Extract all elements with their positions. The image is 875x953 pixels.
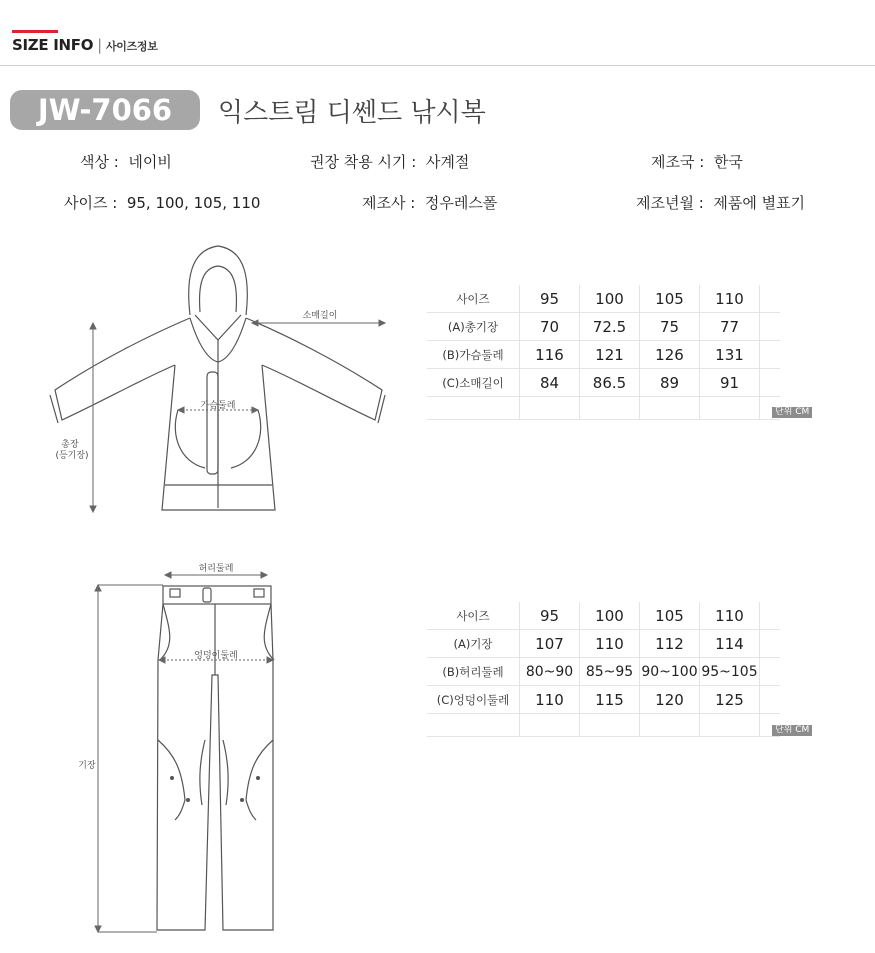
info-color-value: 네이비	[128, 153, 172, 171]
table-cell	[427, 714, 520, 737]
info-sizes-value: 95, 100, 105, 110	[126, 194, 261, 212]
table-cell: 86.5	[580, 369, 640, 397]
table-cell	[580, 714, 640, 737]
table-cell: 131	[700, 341, 760, 369]
table-cell: (C)엉덩이둘레	[427, 686, 520, 714]
model-badge: JW-7066	[10, 90, 200, 130]
jacket-diagram	[40, 240, 400, 525]
table-cell: 72.5	[580, 313, 640, 341]
table-row	[427, 397, 780, 420]
jacket-left-sleeve	[55, 318, 190, 420]
table-header-row	[427, 285, 780, 313]
pants-diagram	[70, 560, 300, 945]
table-cell: 121	[580, 341, 640, 369]
table-cell: 84	[520, 369, 580, 397]
table-cell	[700, 714, 760, 737]
pants-unit-badge: 단위 CM	[772, 725, 812, 736]
table-cell: 120	[640, 686, 700, 714]
info-country	[651, 151, 743, 172]
jacket-unit-badge: 단위 CM	[772, 407, 812, 418]
table-cell	[760, 369, 781, 397]
table-cell: 100	[580, 285, 640, 313]
info-season-value: 사계절	[425, 153, 470, 171]
table-cell: 116	[520, 341, 580, 369]
info-maker-label: 제조사 :	[362, 194, 416, 212]
table-cell: 105	[640, 602, 700, 630]
table-cell: 95	[520, 602, 580, 630]
pants-size-table	[427, 602, 780, 737]
pants-hip-label: 엉덩이둘레	[194, 651, 238, 661]
table-cell: 110	[520, 686, 580, 714]
table-cell	[520, 714, 580, 737]
pants-length-label: 기장	[78, 761, 96, 771]
info-date	[636, 192, 805, 213]
info-date-label: 제조년월 :	[636, 194, 704, 212]
table-cell: 112	[640, 630, 700, 658]
info-sizes	[64, 192, 260, 213]
table-cell: (A)총기장	[427, 313, 520, 341]
jacket-size-table	[427, 285, 780, 420]
info-country-value: 한국	[713, 153, 743, 171]
table-cell	[760, 630, 781, 658]
info-maker	[362, 192, 497, 213]
table-cell: 90~100	[640, 658, 700, 686]
table-cell	[760, 602, 781, 630]
table-cell	[760, 686, 781, 714]
table-cell	[760, 313, 781, 341]
header-separator: |	[97, 36, 102, 54]
table-cell: (C)소매길이	[427, 369, 520, 397]
info-sizes-label: 사이즈 :	[64, 194, 118, 212]
table-cell: 125	[700, 686, 760, 714]
jacket-total-sub-label: (등기장)	[55, 451, 89, 461]
table-cell: 100	[580, 602, 640, 630]
jacket-right-sleeve	[246, 318, 382, 420]
table-cell: (A)기장	[427, 630, 520, 658]
table-cell: 89	[640, 369, 700, 397]
table-cell: 70	[520, 313, 580, 341]
info-date-value: 제품에 별표기	[713, 194, 806, 212]
jacket-total-label: 총장	[61, 440, 79, 450]
table-row	[427, 369, 780, 397]
table-cell	[520, 397, 580, 420]
table-row	[427, 313, 780, 341]
table-cell: 105	[640, 285, 700, 313]
table-cell: (B)가슴둘레	[427, 341, 520, 369]
table-cell	[640, 397, 700, 420]
section-subtitle: 사이즈정보	[105, 40, 158, 53]
table-cell: 91	[700, 369, 760, 397]
table-header-row	[427, 602, 780, 630]
jacket-zipper	[207, 372, 218, 474]
table-cell: 126	[640, 341, 700, 369]
info-maker-value: 정우레스폴	[424, 194, 498, 212]
header-divider	[0, 65, 875, 66]
info-color	[80, 151, 172, 172]
jacket-hood	[189, 246, 248, 315]
table-cell	[427, 397, 520, 420]
table-cell: 110	[580, 630, 640, 658]
table-cell	[760, 658, 781, 686]
table-cell: 110	[700, 285, 760, 313]
table-row	[427, 658, 780, 686]
table-cell: 77	[700, 313, 760, 341]
table-cell: 115	[580, 686, 640, 714]
table-cell: 110	[700, 602, 760, 630]
table-row	[427, 341, 780, 369]
info-country-label: 제조국 :	[651, 153, 705, 171]
table-cell: 사이즈	[427, 285, 520, 313]
info-color-label: 색상 :	[80, 153, 119, 171]
table-cell: 95~105	[700, 658, 760, 686]
product-name: 익스트림 디쎈드 낚시복	[218, 98, 486, 128]
table-cell	[700, 397, 760, 420]
table-cell: 80~90	[520, 658, 580, 686]
section-title: SIZE INFO	[12, 36, 94, 54]
table-cell	[640, 714, 700, 737]
table-cell: 114	[700, 630, 760, 658]
info-season-label: 권장 착용 시기 :	[310, 153, 417, 171]
header-accent-bar	[12, 30, 58, 33]
jacket-sleeve-label: 소매길이	[302, 311, 338, 321]
table-row	[427, 686, 780, 714]
table-cell: 75	[640, 313, 700, 341]
table-cell: 사이즈	[427, 602, 520, 630]
table-cell: 85~95	[580, 658, 640, 686]
table-cell: 95	[520, 285, 580, 313]
table-cell	[580, 397, 640, 420]
table-row	[427, 714, 780, 737]
table-cell	[760, 285, 781, 313]
table-row	[427, 630, 780, 658]
jacket-chest-label: 가슴둘레	[200, 401, 236, 411]
info-season	[310, 151, 469, 172]
section-header	[12, 36, 158, 54]
table-cell	[760, 341, 781, 369]
pants-waist-label: 허리둘레	[198, 564, 234, 574]
table-cell: 107	[520, 630, 580, 658]
table-cell: (B)허리둘레	[427, 658, 520, 686]
